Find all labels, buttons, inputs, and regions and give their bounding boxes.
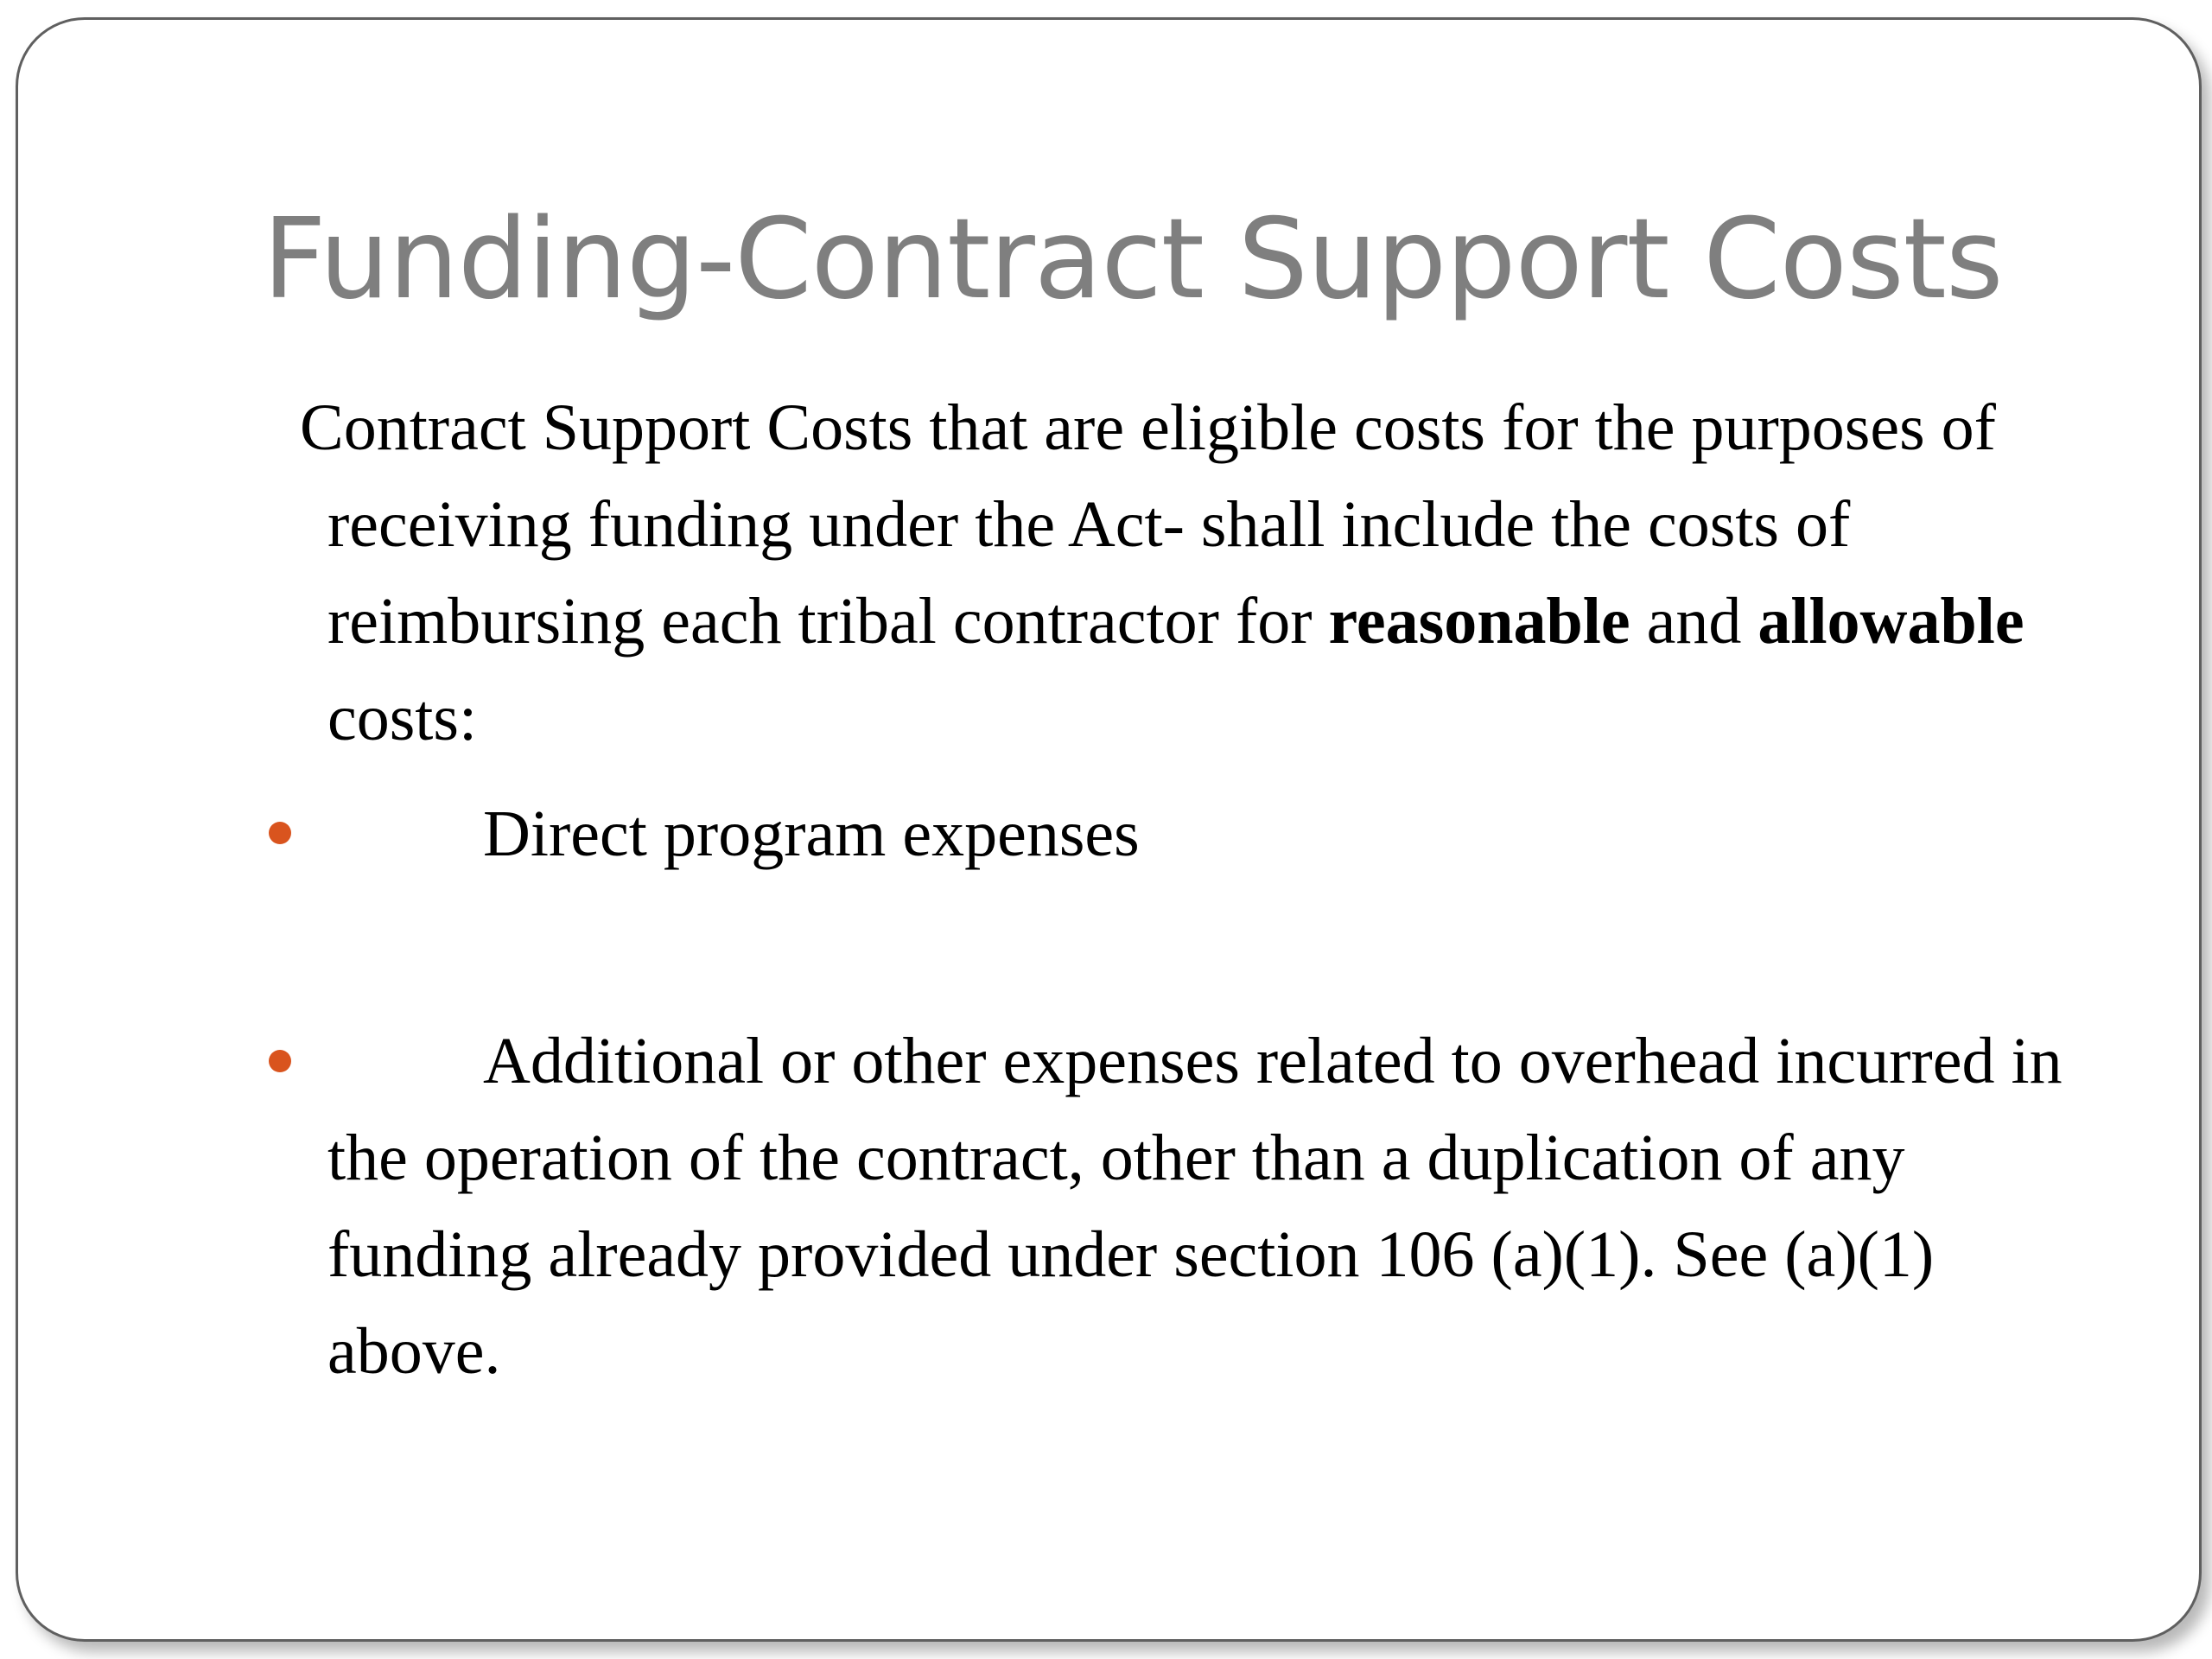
bullet-text-2: Additional or other expenses related to overhead incurred in the operation of the contract, other than a duplication of any funding already provided under section 106 (a)(1). See (a)(1) above. — [327, 1025, 2063, 1388]
intro-paragraph — [300, 379, 2125, 766]
bullet-text-1: Direct program expenses — [483, 798, 1140, 870]
intro-text-3: costs: — [327, 682, 478, 754]
intro-bold-allowable: allowable — [1758, 585, 2024, 658]
bullet-item-1 — [327, 785, 2090, 882]
slide — [16, 17, 2202, 1642]
slide-title: Funding-Contract Support Costs — [263, 195, 2003, 324]
bullet-dot-icon — [269, 822, 291, 844]
bullet-item-2 — [327, 1013, 2090, 1400]
bullet-dot-icon — [269, 1050, 291, 1072]
intro-text-1: Contract Support Costs that are eligible costs for the purposes of receiving funding under the Act- shall include the costs of reimbursing each tribal contractor for — [300, 391, 1996, 658]
intro-bold-reasonable: reasonable — [1328, 585, 1630, 658]
intro-text-2: and — [1630, 585, 1758, 658]
